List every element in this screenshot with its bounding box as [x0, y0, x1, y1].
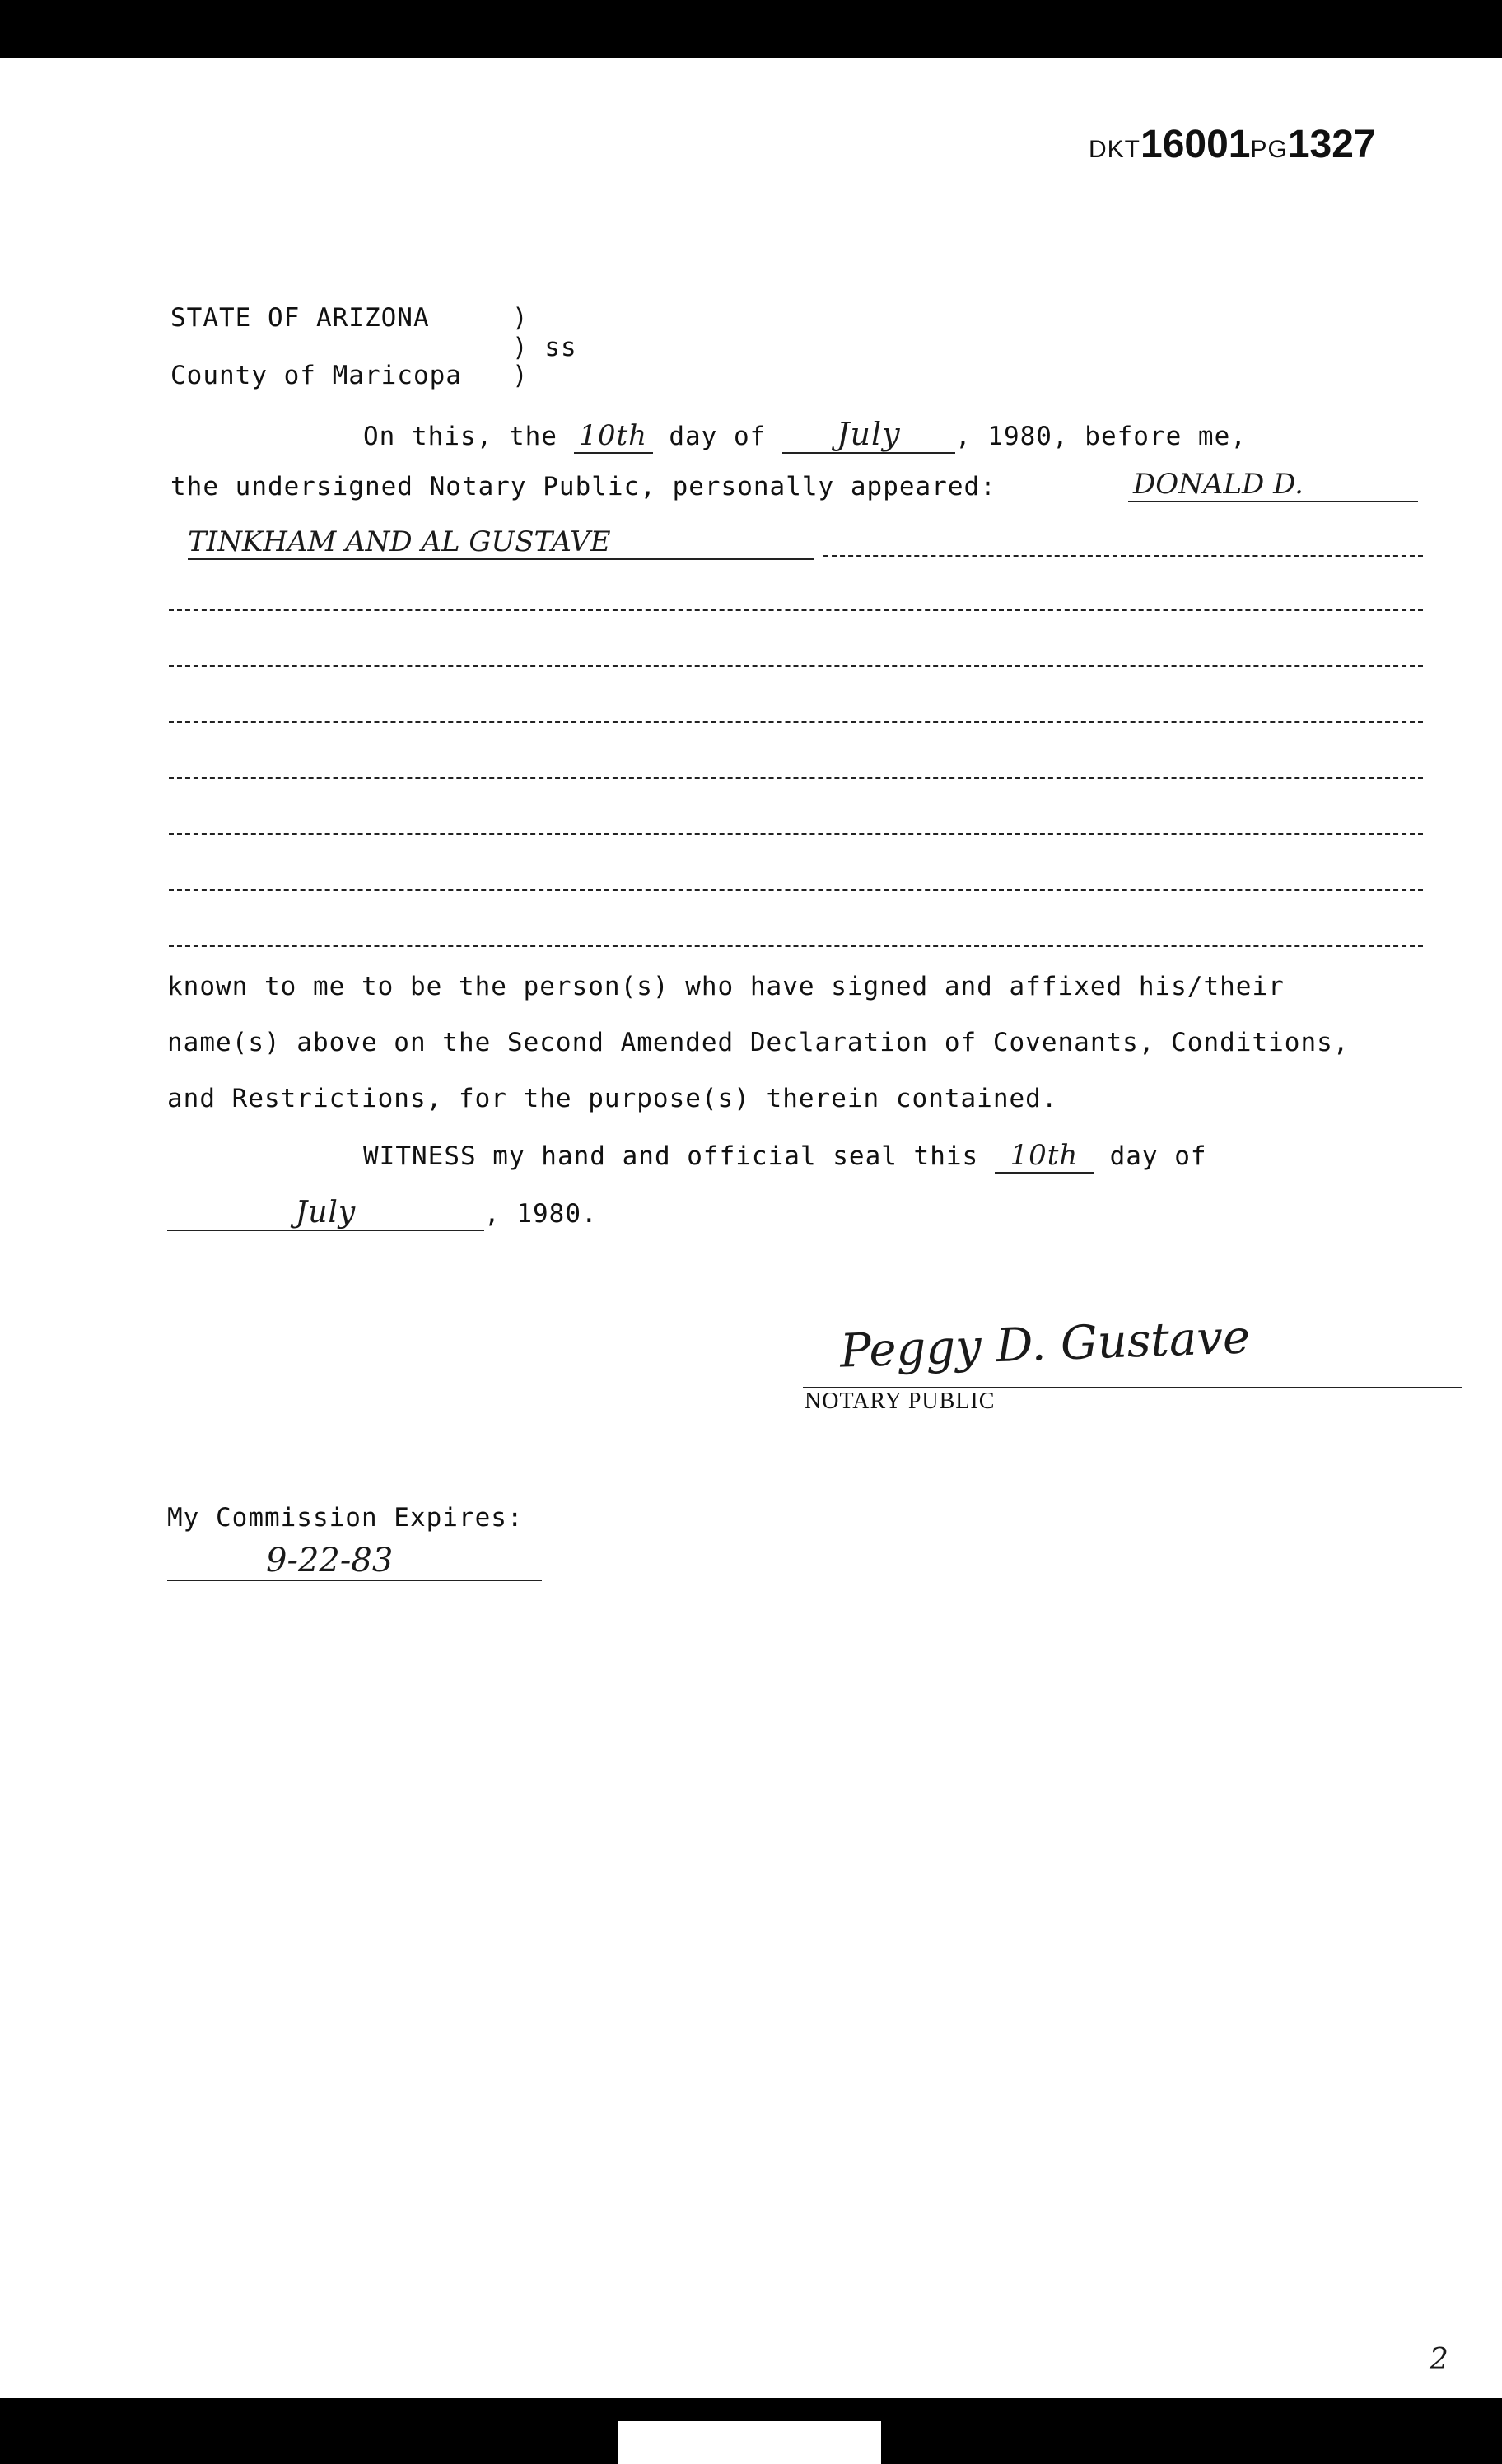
blank-line-1 [169, 609, 1423, 611]
commission-date: 9-22-83 [167, 1542, 542, 1581]
witness-year-text: , 1980. [484, 1199, 598, 1229]
witness-line [363, 1139, 1207, 1174]
docket-book: 16001 [1140, 123, 1251, 166]
witness-month-value: July [167, 1196, 484, 1231]
commission-label: My Commission Expires: [167, 1503, 524, 1533]
witness-day-of: day of [1109, 1141, 1207, 1171]
blank-line-6 [169, 889, 1423, 891]
intro-line-1 [363, 416, 1247, 454]
notary-label: NOTARY PUBLIC [805, 1388, 996, 1414]
scan-bottom-gap [618, 2421, 881, 2464]
blank-line-4 [169, 777, 1423, 779]
body-line-2: name(s) above on the Second Amended Declaration of Covenants, Conditions, [167, 1028, 1350, 1057]
docket-page: 1327 [1287, 123, 1376, 166]
venue-paren-top: ) [512, 303, 529, 333]
intro-on-this: On this, the [363, 422, 557, 451]
docket-prefix: DKT [1089, 136, 1140, 163]
appeared-name-part-1: DONALD D. [1128, 468, 1418, 502]
body-line-1: known to me to be the person(s) who have signed and affixed his/their [167, 972, 1285, 1001]
docket-stamp [1089, 122, 1376, 167]
intro-line-2: the undersigned Notary Public, personally appeared: [170, 472, 996, 502]
witness-text: WITNESS my hand and official seal this [363, 1141, 979, 1171]
intro-day-of: day of [669, 422, 767, 451]
venue-county: County of Maricopa [170, 361, 462, 390]
page-number: 2 [1430, 2343, 1448, 2377]
docket-pg-prefix: PG [1250, 136, 1288, 163]
scan-top-border [0, 0, 1502, 58]
witness-line-2 [167, 1196, 598, 1231]
blank-line-7 [169, 945, 1423, 947]
venue-ss: ) ss [512, 333, 577, 362]
witness-day-value: 10th [995, 1139, 1094, 1174]
venue-state: STATE OF ARIZONA [170, 303, 430, 333]
blank-line-5 [169, 833, 1423, 835]
blank-line-0 [823, 555, 1423, 557]
body-line-3: and Restrictions, for the purpose(s) therein contained. [167, 1084, 1058, 1113]
venue-paren-bottom: ) [512, 361, 529, 390]
intro-month-value: July [782, 416, 955, 454]
intro-day-value: 10th [574, 419, 653, 454]
blank-line-3 [169, 721, 1423, 723]
blank-line-2 [169, 665, 1423, 667]
appeared-name-part-2: TINKHAM AND AL GUSTAVE [188, 525, 814, 560]
intro-year-text: , 1980, before me, [954, 422, 1247, 451]
notary-signature: Peggy D. Gustave [839, 1310, 1252, 1379]
